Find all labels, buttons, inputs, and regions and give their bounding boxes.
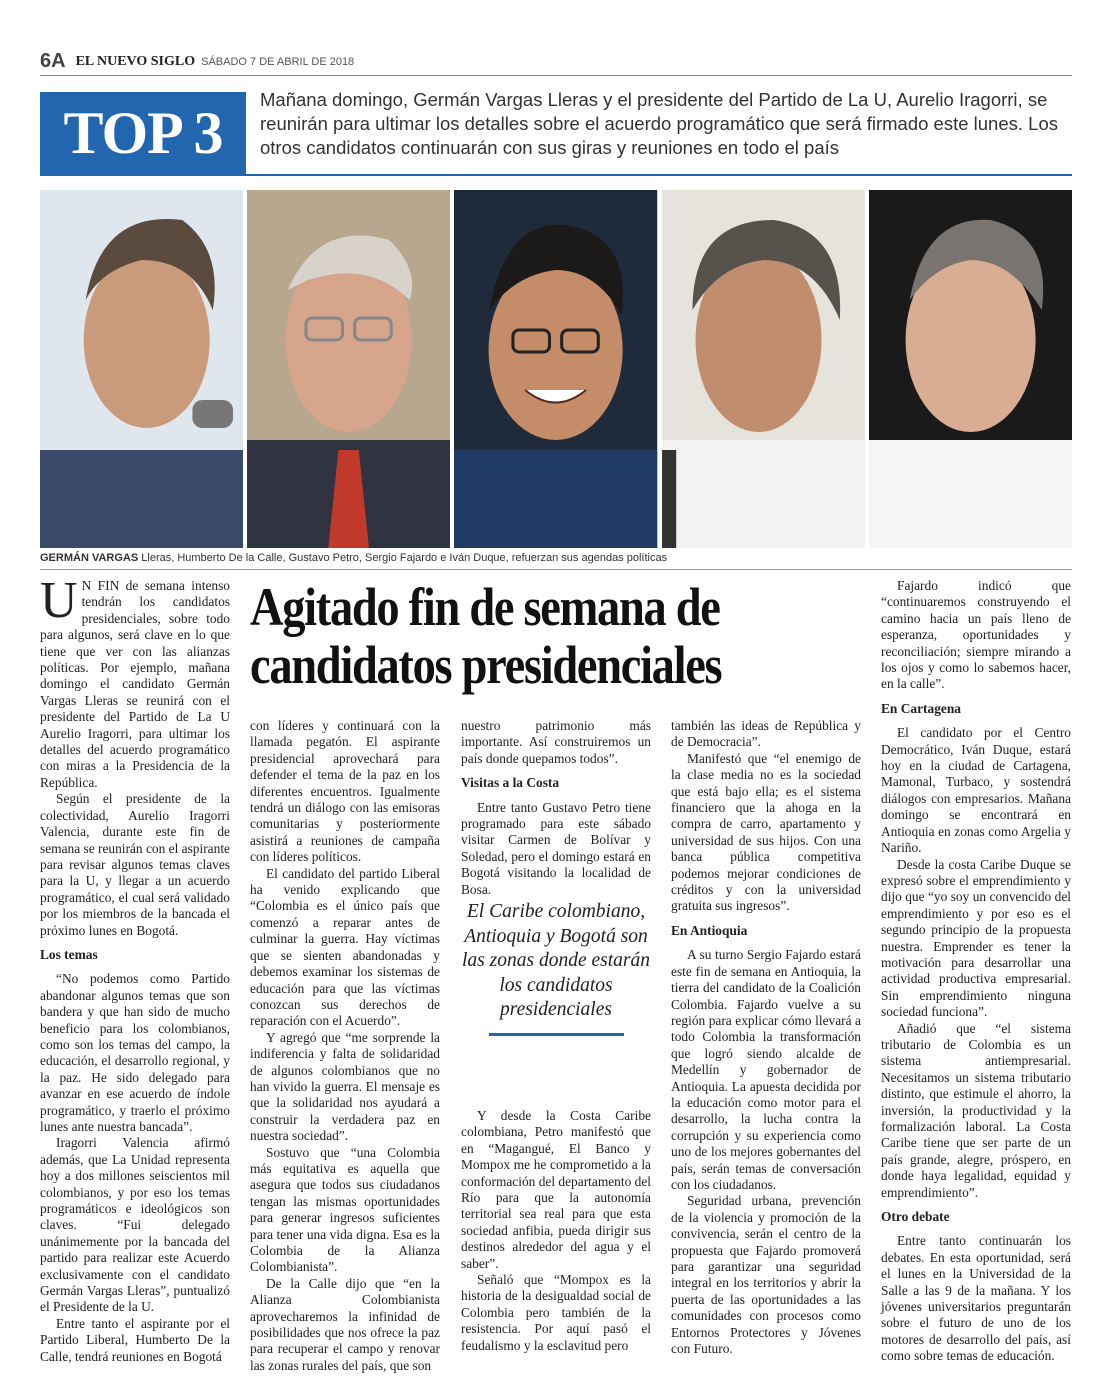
article-column <box>461 1108 651 1354</box>
drop-cap: U <box>40 572 78 629</box>
pull-quote-text: El Caribe colombiano, Antioquia y Bogotá son las zonas donde estarán los candidatos presidenciales <box>462 901 650 1020</box>
paragraph: Entre tanto el aspirante por el Partido Liberal, Humberto De la Calle, tendrá reuniones en Bogotá <box>40 1315 230 1364</box>
intro-summary: Mañana domingo, Germán Vargas Lleras y el presidente del Partido de La U, Aurelio Iragorri, se reunirán para ultimar los detalles sobre el acuerdo programático que será firmado este lunes. Los otros candidatos continuarán con sus giras y reuniones en todo el país <box>260 89 1058 158</box>
paragraph: Añadió que “el sistema tributario de Colombia es un sistema antiempresarial. Necesitamos un sistema tributario distinto, que estimule el ahorro, la inversión, la productividad y la formalización laboral. La Costa Caribe tiene que ser parte de un país grande, alegre, próspero, en donde haya legalidad, equidad y emprendimiento”. <box>881 1020 1071 1200</box>
article-column <box>671 718 861 1357</box>
paragraph: Señaló que “Mompox es la historia de la desigualdad social de Colombia pero también de la resistencia. Por aquí pasó el feudalismo y la esclavitud pero <box>461 1272 651 1353</box>
paragraph: De la Calle dijo que “en la Alianza Colombianista aprovecharemos la infinidad de posibilidades que nos ofrece la paz para recuperar el campo y renovar las zonas rurales del país, que son <box>250 1275 440 1373</box>
candidate-photo <box>869 190 1072 548</box>
article-column <box>461 718 651 898</box>
paragraph: Según el presidente de la colectividad, Aurelio Iragorri Valencia, durante este fin de semana se reunirán con el aspirante para revisar algunos temas claves para la U, y llegar a un acuerdo programático, el cual será validado por los miembros de la bancada el próximo lunes en Bogotá. <box>40 791 230 938</box>
candidate-photo <box>40 190 243 548</box>
section-heading: En Cartagena <box>881 700 961 716</box>
paragraph <box>40 572 230 791</box>
divider <box>40 174 1072 176</box>
divider <box>40 569 1072 570</box>
article-column <box>40 572 230 1365</box>
paragraph: nuestro patrimonio más importante. Así construiremos un país donde quepamos todos”. <box>461 718 651 766</box>
section-heading: Los temas <box>40 946 98 962</box>
paragraph: El candidato por el Centro Democrático, Iván Duque, estará hoy en la ciudad de Cartagena, Mamonal, Turbaco, y sostendrá diálogos con empresarios. Mañana domingo se encontrará en Antioquia en zonas como Argelia y Nariño. <box>881 725 1071 856</box>
paragraph: A su turno Sergio Fajardo estará este fin de semana en Antioquia, la tierra del candidato de la Coalición Colombia. Fajardo vuelve a su región para explicar cómo llevará a todo Colombia la transformación que logró siendo alcalde de Medellín y gobernador de Antioquia. La apuesta decidida por la educación como motor para el desarrollo, la lucha contra la corrupción y su experiencia como uno de los mejores gobernantes del país, serán temas de conversación con los ciudadanos. <box>671 947 861 1192</box>
paragraph: Sostuvo que “una Colombia más equitativa es aquella que asegura que todos sus ciudadanos tengan las mismas oportunidades para generar ingresos suficientes para tener una vida digna. Esa es la Colombia de la Alianza Colombianista”. <box>250 1144 440 1275</box>
article-column <box>250 718 440 1374</box>
section-heading: Visitas a la Costa <box>461 775 560 791</box>
headline <box>250 578 775 694</box>
paragraph: también las ideas de República y de Democracia”. <box>671 718 861 750</box>
paragraph: Seguridad urbana, prevención de la violencia y promoción de la convivencia, serán el centro de la propuesta que Fajardo promoverá para garantizar una seguridad integral en los territorios y abrir la puerta de las oportunidades a las comunidades con procesos como Entornos Protectores y Jóvenes con Futuro. <box>671 1193 861 1357</box>
paragraph: Fajardo indicó que “continuaremos construyendo el camino hacia un país lleno de esperanza, oportunidades y reconciliación; siempre mirando a los ojos y como lo sabemos hacer, en la calle”. <box>881 578 1071 692</box>
newspaper-name: EL NUEVO SIGLO <box>75 53 196 69</box>
paragraph: Manifestó que “el enemigo de la clase media no es la sociedad que está bajo ella; es el sistema financiero que la ahoga en la compra de carro, apartamento y universidad de sus hijos. Con una banca pública competitiva podemos mejorar condiciones de créditos y con la universidad gratuita sus ingresos”. <box>671 750 861 914</box>
paragraph: con líderes y continuará con la llamada pegatón. El aspirante presidencial aprovechará para defender el tema de la paz en los diferentes encuentros. Igualmente tendrá un diálogo con las emisoras comunitarias y posteriormente asistirá a reuniones de campaña con líderes políticos. <box>250 718 440 865</box>
top3-badge: TOP 3 <box>40 92 246 174</box>
photo-caption <box>40 552 667 564</box>
paragraph: Entre tanto Gustavo Petro tiene programado para este sábado visitar Carmen de Bolívar y Soledad, pero el domingo estará en Bogotá visitando la localidad de Bosa. <box>461 799 651 897</box>
candidate-photo <box>247 190 450 548</box>
headline-line: Agitado fin de semana de <box>250 577 720 637</box>
paragraph: “No podemos como Partido abandonar algunos temas que son bandera y que han sido de mucho beneficio para los colombianos, como son los temas del campo, la educación, el desarrollo regional, y la paz. He sido delegado para avanzar en ese acuerdo de índole programático, y traerlo el próximo lunes ante nuestra bancada”. <box>40 971 230 1134</box>
paragraph: Entre tanto continuarán los debates. En esta oportunidad, será el lunes en la Universidad de la Salle a las 9 de la mañana. Y los jóvenes universitarios preguntarán sobre el futuro de uno de los motores de desarrollo del país, así como sobre temas de educación. <box>881 1233 1071 1364</box>
pull-quote <box>461 900 651 1036</box>
headline-line: candidatos presidenciales <box>250 635 722 695</box>
section-heading: Otro debate <box>881 1209 950 1225</box>
paragraph-text: N FIN de semana intenso tendrán los candidatos presidenciales, sobre todo para algunos, será clave en lo que tiene que ver con las alianzas políticas. Por ejemplo, mañana domingo el candidato Germán Vargas Lleras se reunirá con el presidente del Partido de La U Aurelio Iragorri, para ultimar los detalles del acuerdo programático con miras a la Presidencia de la República. <box>40 578 230 790</box>
candidate-photo <box>662 190 865 548</box>
caption-lead: GERMÁN VARGAS <box>40 552 139 564</box>
paragraph: Y agregó que “me sorprende la indiferencia y falta de solidaridad de algunos colombianos que no han vivido la guerra. El mensaje es que la solidaridad nos ayudará a construir la verdadera paz en nuestra sociedad”. <box>250 1029 440 1144</box>
candidate-photo-strip <box>40 190 1072 548</box>
paragraph: Iragorri Valencia afirmó además, que La Unidad representa hoy a dos millones seiscientos mil colombianos, y por eso los temas programáticos e ideológicos son claves. “Fui delegado unánimemente por la bancada del partido para realizar este Acuerdo exclusivamente con el candidato Germán Vargas Lleras”, puntualizó el Presidente de la U. <box>40 1135 230 1315</box>
pull-quote-rule <box>489 1033 624 1036</box>
issue-date: SÁBADO 7 DE ABRIL DE 2018 <box>201 55 355 68</box>
candidate-photo <box>454 190 657 548</box>
section-heading: En Antioquia <box>671 922 748 938</box>
caption-text: Lleras, Humberto De la Calle, Gustavo Petro, Sergio Fajardo e Iván Duque, refuerzan sus agendas políticas <box>138 552 668 564</box>
page-header <box>40 48 1072 76</box>
paragraph: Y desde la Costa Caribe colombiana, Petro manifestó que en “Magangué, El Banco y Mompox me he comprometido a la conformación del departamento del Río para que la autonomía territorial sea real para que esta sociedad anfibia, pueda dirigir sus destinos alrededor del agua y el saber”. <box>461 1108 651 1271</box>
paragraph: El candidato del partido Liberal ha venido explicando que “Colombia es el único país que comenzó a reparar antes de culminar la guerra. Hay víctimas que se sienten abandonadas y debemos examinar los sistemas de educación para que las víctimas conozcan sus derechos de reparación con el Acuerdo”. <box>250 865 440 1029</box>
page-number: 6A <box>40 50 66 72</box>
article-column <box>881 578 1071 1365</box>
paragraph: Desde la costa Caribe Duque se expresó sobre el emprendimiento y dijo que “yo soy un convencido del emprendimiento y por eso es el segundo principio de la propuesta nuestra. Emprender es tener la motivación para desarrollar una actividad productiva empresarial. Sin emprendimiento ninguna sociedad funciona”. <box>881 856 1071 1020</box>
